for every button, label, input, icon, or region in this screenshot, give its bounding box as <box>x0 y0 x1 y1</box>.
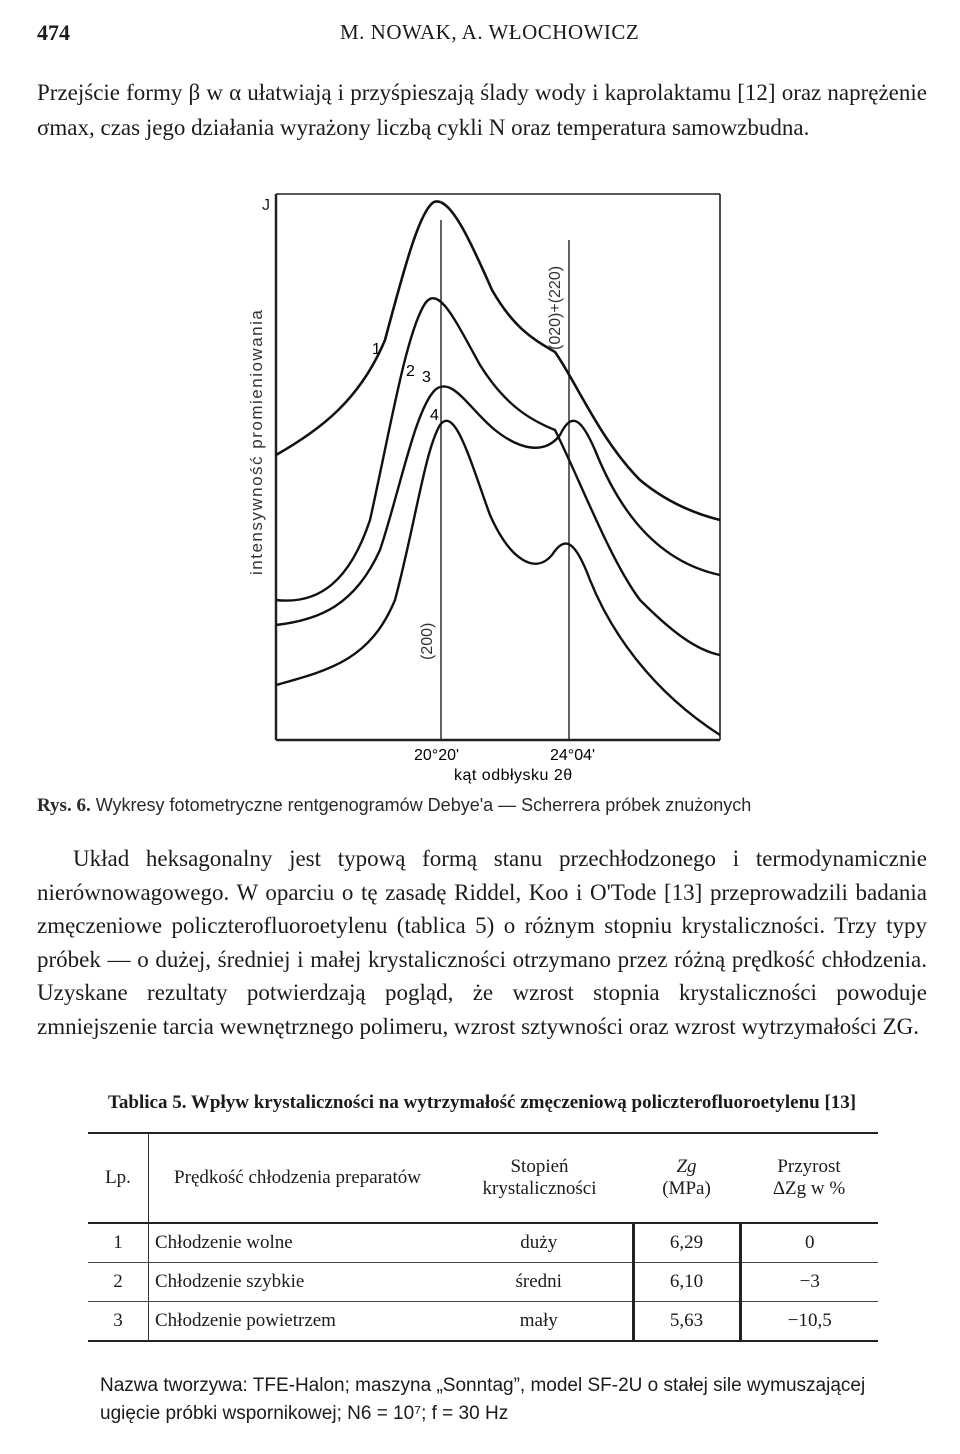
x-tick-left: 20°20' <box>414 747 460 764</box>
table-5 <box>88 1132 878 1342</box>
table-caption: Tablica 5. Wpływ krystaliczności na wytrzymałość zmęczeniową policzterofluoroetylenu [13] <box>108 1092 857 1113</box>
curve-label-4: 4 <box>430 407 439 424</box>
cell-speed: Chłodzenie szybkie <box>149 1263 447 1302</box>
th-degree-line1: Stopień <box>510 1156 569 1177</box>
curve-1 <box>276 201 720 520</box>
curve-4 <box>276 421 720 735</box>
th-zg <box>633 1133 740 1223</box>
table-row <box>88 1223 878 1263</box>
cell-gain: −10,5 <box>740 1302 878 1342</box>
peak-label-right: (020)+(220) <box>547 265 564 350</box>
page-number: 474 <box>37 20 70 45</box>
figure-caption <box>37 795 927 817</box>
th-degree <box>446 1133 633 1223</box>
th-lp: Lp. <box>88 1133 149 1223</box>
figure-caption-text: Wykresy fotometryczne rentgenogramów Debye'a — Scherrera próbek znużonych <box>95 795 752 815</box>
xrd-figure <box>0 180 960 790</box>
th-zg-line2: (MPa) <box>662 1178 711 1199</box>
table-note: Nazwa tworzywa: TFE-Halon; maszyna „Sonntag”, model SF-2U o stałej sile wymuszającej ugięcie próbki wspornikowej; N6 = 10⁷; f = 30 Hz <box>100 1375 866 1424</box>
cell-zg: 6,10 <box>633 1263 740 1302</box>
cell-degree: duży <box>446 1223 633 1263</box>
table-header-row <box>88 1133 878 1223</box>
cell-speed: Chłodzenie wolne <box>149 1223 447 1263</box>
table-row <box>88 1263 878 1302</box>
y-axis-label: intensywność promieniowania <box>247 308 266 575</box>
th-zg-line1: Zg <box>676 1156 697 1177</box>
y-axis-top-label: J <box>262 197 270 214</box>
x-axis-label: kąt odbłysku 2θ <box>454 767 573 784</box>
body-paragraph: Układ heksagonalny jest typową formą stanu przechłodzonego i termodynamicznie nierównowagowego. W oparciu o tę zasadę Riddel, Koo i O'Tode [13] przeprowadzili badania zmęczeniowe policzterofluoroetylenu (tablica 5) o różnym stopniu krystaliczności. Trzy typy próbek — o dużej, średniej i małej krystaliczności otrzymano przez różną prędkość chłodzenia. Uzyskane rezultaty potwierdzają pogląd, że wzrost stopnia krystaliczności powoduje zmniejszenie tarcia wewnętrznego polimeru, wzrost sztywności oraz wzrost wytrzymałości ZG. <box>37 846 927 1039</box>
curve-label-1: 1 <box>372 341 381 358</box>
peak-label-left: (200) <box>419 622 436 660</box>
cell-speed: Chłodzenie powietrzem <box>149 1302 447 1342</box>
cell-gain: 0 <box>740 1223 878 1263</box>
curve-label-2: 2 <box>406 363 415 380</box>
cell-zg: 6,29 <box>633 1223 740 1263</box>
intro-paragraph: Przejście formy β w α ułatwiają i przyśpieszają ślady wody i kaprolaktamu [12] oraz naprężenie σmax, czas jego działania wyrażony liczbą cykli N oraz temperatura samowzbudna. <box>37 80 927 140</box>
cell-lp: 2 <box>88 1263 149 1302</box>
cell-lp: 1 <box>88 1223 149 1263</box>
table-row <box>88 1302 878 1342</box>
th-speed: Prędkość chłodzenia preparatów <box>149 1133 447 1223</box>
curve-label-3: 3 <box>422 369 431 386</box>
cell-degree: średni <box>446 1263 633 1302</box>
th-degree-line2: krystaliczności <box>482 1178 597 1199</box>
cell-lp: 3 <box>88 1302 149 1342</box>
page-header <box>0 20 960 50</box>
cell-gain: −3 <box>740 1263 878 1302</box>
th-gain-line2: ΔZg w % <box>772 1178 846 1199</box>
th-gain-line1: Przyrost <box>777 1156 841 1177</box>
curve-3 <box>276 386 720 625</box>
cell-zg: 5,63 <box>633 1302 740 1342</box>
cell-degree: mały <box>446 1302 633 1342</box>
th-gain <box>740 1133 878 1223</box>
x-tick-right: 24°04' <box>550 747 596 764</box>
running-head: M. NOWAK, A. WŁOCHOWICZ <box>340 20 640 44</box>
figure-caption-prefix: Rys. 6. <box>37 795 91 816</box>
